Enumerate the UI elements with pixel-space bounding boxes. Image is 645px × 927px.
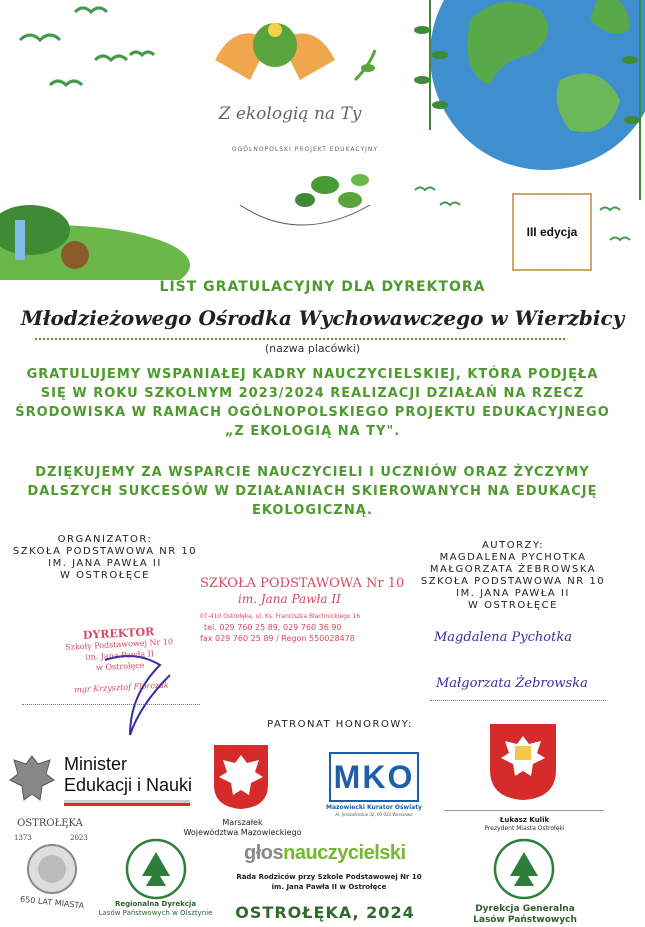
authors-label: AUTORZY: (481, 540, 545, 551)
thanks-paragraph (0, 463, 625, 520)
institution-hint: (nazwa placówki) (264, 342, 361, 355)
project-logo-title: Z ekologią na Ty (218, 104, 362, 124)
ostroleka-650-year-start: 1373 (14, 834, 32, 842)
mazovia-coat-of-arms-icon (212, 743, 270, 811)
school-stamp-line: 07-410 Ostrołęka, ul. Ks. Franciszka Blachnickiego 16 (200, 613, 361, 620)
city-seal-icon (26, 843, 78, 895)
paragraph-line: DALSZYCH SUKCESÓW W DZIAŁANIACH SKIEROWANYCH NA EDUKACJĘ (27, 484, 598, 499)
school-stamp-line: im. Jana Pawła II (238, 592, 341, 606)
nauczycielski-part: nauczycielski (283, 842, 406, 864)
ostroleka-650-logo (12, 818, 102, 910)
ostroleka-650-year-end: 2023 (70, 834, 88, 842)
lp-general-caption (450, 904, 600, 926)
organizer-line: W OSTROŁĘCE (60, 570, 150, 581)
paragraph-line: DZIĘKUJEMY ZA WSPARCIE NAUCZYCIELI I UCZNIÓW ORAZ ŻYCZYMY (35, 465, 590, 480)
director-stamp-line: im. Jana Pawła II (85, 649, 155, 662)
institution-underline (35, 338, 565, 340)
paragraph-line: SIĘ W ROKU SZKOLNYM 2023/2024 REALIZACJI DZIAŁAŃ NA RZECZ (40, 386, 585, 401)
parents-council (234, 872, 424, 892)
council-line: Rada Rodziców przy Szkole Podstawowej Nr 10 (236, 873, 422, 881)
paragraph-line: ŚRODOWISKA W RAMACH OGÓLNOPOLSKIEGO PROJEKTU EDUKACYJNEGO (15, 405, 610, 420)
earth-globe-icon (430, 0, 645, 170)
director-stamp-line: w Ostrołęce (95, 660, 145, 673)
paragraph-line: EKOLOGICZNĄ. (252, 503, 373, 518)
authors-line: MAŁGORZATA ŻEBROWSKA (429, 564, 597, 575)
organizer-signature-line (22, 704, 200, 705)
ministry-name (64, 754, 192, 796)
mko-address: Al. Jerozolimskie 32, 00-024 Warszawa (335, 812, 413, 817)
congratulation-paragraph (0, 365, 625, 441)
ostroleka-650-title: OSTROŁĘKA (17, 818, 83, 829)
lp-general-line: Lasów Państwowych (473, 915, 577, 925)
authors-signature-line (430, 700, 606, 701)
place-and-year: OSTROŁĘKA, 2024 (235, 903, 415, 922)
school-stamp-line: tel. 029 760 25 89, 029 760 36 90 (204, 623, 342, 632)
ministry-line: Minister (64, 754, 128, 774)
lp-regional-caption (88, 900, 223, 918)
organizer-line: SZKOŁA PODSTAWOWA NR 10 (12, 546, 198, 557)
authors-line: SZKOŁA PODSTAWOWA NR 10 (420, 576, 606, 587)
marshal-caption (175, 818, 310, 838)
mayor-name: Łukasz Kulik (499, 816, 550, 824)
institution-name: Młodzieżowego Ośrodka Wychowawczego w Wierzbicy (20, 306, 625, 330)
director-signature-icon (85, 640, 195, 740)
landscape-icon (0, 205, 190, 280)
mayor-title: Prezydent Miasta Ostrołęki (484, 825, 565, 832)
council-line: im. Jana Pawła II w Ostrołęce (271, 883, 387, 891)
director-name: mgr Krzysztof Florczak (73, 680, 169, 695)
ostroleka-coat-of-arms-icon (488, 722, 558, 802)
school-stamp-line: fax 029 760 25 89 / Regon 550028478 (200, 634, 355, 643)
director-stamp-title: DYREKTOR (82, 625, 155, 642)
lasy-panstwowe-icon (493, 838, 555, 900)
project-logo-subtitle: OGÓLNOPOLSKI PROJEKT EDUKACYJNY (231, 146, 379, 153)
mko-logo (329, 752, 419, 802)
director-stamp-line: Szkoły Podstawowej Nr 10 (65, 637, 174, 652)
marshal-line: Województwa Mazowieckiego (183, 828, 302, 837)
patronage-label: PATRONAT HONOROWY: (267, 719, 413, 730)
lasy-panstwowe-icon (125, 838, 187, 900)
organizer-line: IM. JANA PAWŁA II (48, 558, 162, 569)
leaf-wreath-icon (240, 174, 370, 225)
polish-eagle-icon (6, 752, 58, 810)
authors-line: IM. JANA PAWŁA II (456, 588, 570, 599)
organizer-block (0, 534, 210, 582)
ministry-flag-stripe (64, 800, 190, 806)
flying-birds-icon (20, 8, 154, 85)
paragraph-line: GRATULUJEMY WSPANIAŁEJ KADRY NAUCZYCIELSKIEJ, KTÓRA PODJĘŁA (26, 367, 599, 382)
glos-nauczycielski-logo (244, 842, 406, 865)
author-signature-1: Magdalena Pychotka (434, 630, 572, 645)
lp-regional-line: Regionalna Dyrekcja (114, 900, 197, 908)
school-stamp-line: SZKOŁA PODSTAWOWA Nr 10 (200, 576, 405, 591)
authors-line: W OSTROŁĘCE (468, 600, 558, 611)
lp-regional-line: Lasów Państwowych w Olsztynie (98, 909, 213, 917)
ministry-line: Edukacji i Nauki (64, 775, 193, 795)
school-stamp (200, 576, 410, 644)
marshal-line: Marszałek (222, 818, 263, 827)
ostroleka-650-caption: 650 LAT MIASTA (19, 894, 85, 911)
letter-title: LIST GRATULACYJNY DLA DYREKTORA (159, 279, 486, 295)
authors-block (408, 540, 618, 612)
edition-label: III edycja (526, 225, 578, 239)
lp-general-line: Dyrekcja Generalna (475, 904, 575, 914)
glos-part: głos (244, 842, 284, 864)
mko-caption: Mazowiecki Kurator Oświaty (326, 804, 422, 811)
edition-badge (512, 193, 592, 271)
authors-line: MAGDALENA PYCHOTKA (439, 552, 587, 563)
paragraph-line: „Z EKOLOGIĄ NA TY". (224, 424, 401, 439)
hands-plant-icon (215, 23, 375, 80)
organizer-label: ORGANIZATOR: (57, 534, 153, 545)
author-signature-2: Małgorzata Żebrowska (436, 676, 588, 691)
mko-logo-text: MKO (333, 759, 415, 795)
mayor-divider (444, 810, 604, 811)
